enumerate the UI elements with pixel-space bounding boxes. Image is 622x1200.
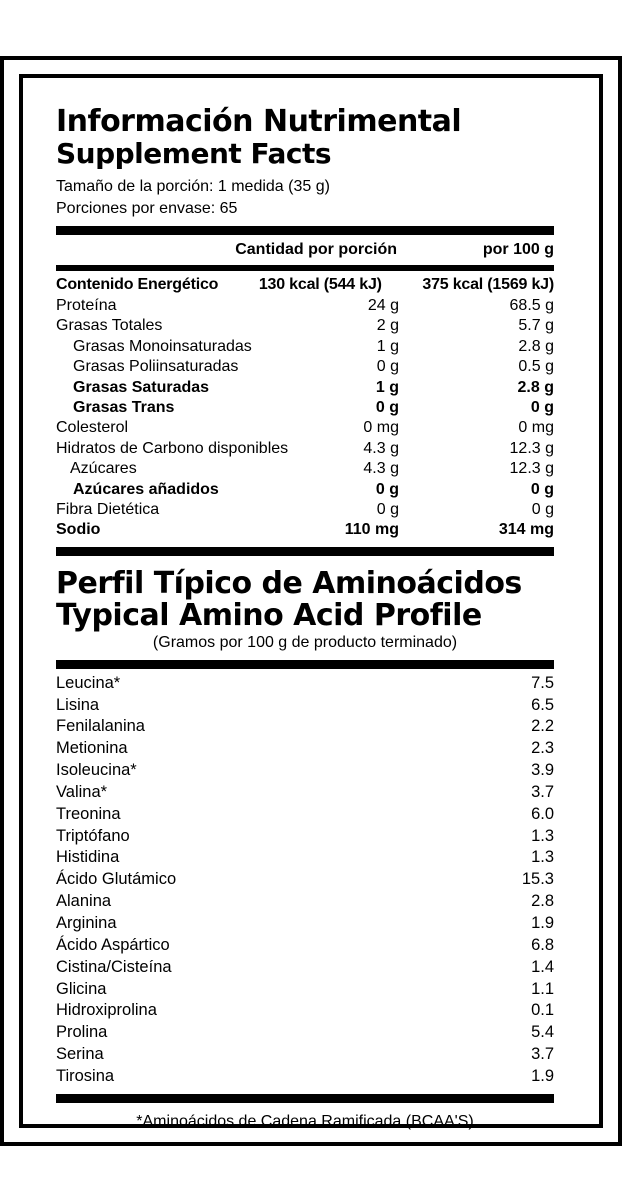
amino-name: Lisina (56, 695, 100, 714)
nutrient-per-serving: 0 g (376, 358, 399, 376)
divider-thick (56, 1094, 554, 1103)
amino-row (56, 782, 554, 804)
energy-per-serving: 130 kcal (544 kJ) (258, 276, 382, 293)
amino-subtitle: (Gramos por 100 g de producto terminado) (152, 633, 458, 651)
amino-name: Alanina (56, 892, 112, 911)
nutrient-name: Azúcares (70, 460, 137, 478)
nutrient-row (56, 296, 554, 316)
nutrient-name: Hidratos de Carbono disponibles (56, 439, 289, 457)
amino-row (56, 760, 554, 782)
nutrient-per-100g: 2.8 g (517, 378, 554, 396)
title-spanish: Información Nutrimental (56, 104, 462, 139)
label-content (56, 86, 554, 1133)
amino-value: 15.3 (521, 870, 554, 889)
column-header (56, 235, 554, 265)
amino-name: Treonina (56, 804, 121, 823)
nutrient-row (56, 459, 554, 479)
amino-value: 2.8 (531, 892, 554, 911)
amino-row (56, 1000, 554, 1022)
header-per-100g: por 100 g (482, 241, 554, 258)
amino-name: Isoleucina* (56, 761, 137, 780)
nutrient-per-serving: 4.3 g (363, 460, 399, 478)
nutrient-name: Grasas Trans (73, 398, 175, 416)
amino-list (56, 673, 554, 1088)
nutrient-per-serving: 0 g (375, 398, 399, 416)
label-outer-border (0, 56, 622, 1146)
divider-thick (56, 660, 554, 669)
nutrient-name: Grasas Totales (56, 317, 163, 335)
amino-value: 2.2 (531, 717, 554, 736)
amino-value: 6.5 (531, 695, 554, 714)
amino-name: Fenilalanina (56, 717, 145, 736)
nutrient-table (56, 296, 554, 541)
amino-title-spanish: Perfil Típico de Aminoácidos (56, 565, 522, 601)
amino-row (56, 716, 554, 738)
amino-name: Valina* (56, 782, 108, 801)
amino-name: Cistina/Cisteína (56, 957, 172, 976)
nutrient-per-100g: 0 g (530, 398, 554, 416)
amino-name: Triptófano (56, 826, 130, 845)
amino-value: 1.3 (531, 826, 554, 845)
amino-name: Tirosina (56, 1066, 115, 1085)
header-per-serving: Cantidad por porción (235, 241, 397, 258)
amino-name: Leucina* (56, 673, 121, 692)
nutrient-row (56, 378, 554, 398)
nutrient-per-serving: 1 g (376, 337, 399, 355)
amino-value: 1.1 (531, 979, 554, 998)
nutrient-per-serving: 110 mg (344, 521, 399, 539)
nutrient-per-100g: 0 mg (518, 419, 554, 437)
amino-name: Glicina (56, 979, 107, 998)
nutrient-name: Grasas Monoinsaturadas (73, 337, 252, 355)
amino-name: Metionina (56, 739, 128, 758)
nutrient-name: Grasas Saturadas (73, 378, 210, 396)
amino-value: 1.3 (531, 848, 554, 867)
nutrient-row (56, 500, 554, 520)
nutrient-row (56, 398, 554, 418)
nutrient-per-100g: 12.3 g (509, 439, 554, 457)
nutrient-row (56, 316, 554, 336)
bcaa-footnote: *Aminoácidos de Cadena Ramificada (BCAA'S) (136, 1112, 474, 1130)
amino-row (56, 738, 554, 760)
nutrient-per-serving: 0 g (376, 500, 399, 518)
nutrient-per-100g: 0 g (531, 500, 554, 518)
amino-value: 6.0 (531, 804, 554, 823)
nutrient-per-serving: 24 g (367, 297, 399, 314)
title-english: Supplement Facts (56, 137, 332, 170)
nutrient-name: Colesterol (56, 419, 129, 437)
label-inner-border (19, 74, 603, 1128)
nutrient-per-100g: 314 mg (498, 521, 554, 539)
amino-row (56, 891, 554, 913)
amino-name: Serina (56, 1045, 104, 1064)
nutrient-per-100g: 12.3 g (509, 460, 554, 478)
nutrient-per-100g: 68.5 g (509, 297, 554, 314)
nutrient-per-serving: 0 mg (363, 419, 399, 437)
nutrient-name: Azúcares añadidos (73, 480, 219, 498)
amino-row (56, 935, 554, 957)
amino-name: Prolina (56, 1023, 108, 1042)
serving-size: Tamaño de la porción: 1 medida (35 g) (56, 178, 330, 195)
amino-value: 1.9 (531, 1066, 554, 1085)
amino-name: Ácido Glutámico (56, 870, 177, 889)
servings-per-container: Porciones por envase: 65 (56, 200, 238, 217)
nutrient-row (56, 480, 554, 500)
energy-per-100g: 375 kcal (1569 kJ) (422, 276, 554, 293)
nutrient-per-100g: 0 g (530, 480, 554, 498)
amino-value: 7.5 (531, 673, 554, 692)
amino-value: 5.4 (531, 1023, 554, 1042)
amino-row (56, 1022, 554, 1044)
nutrient-name: Fibra Dietética (56, 500, 160, 518)
amino-value: 6.8 (531, 935, 554, 954)
amino-row (56, 979, 554, 1001)
amino-value: 1.4 (531, 957, 554, 976)
energy-label: Contenido Energético (56, 276, 219, 293)
amino-name: Arginina (56, 913, 117, 932)
nutrient-row (56, 439, 554, 459)
amino-value: 3.7 (531, 1045, 554, 1064)
amino-name: Ácido Aspártico (56, 935, 170, 954)
amino-row (56, 673, 554, 695)
amino-title-english: Typical Amino Acid Profile (56, 597, 482, 633)
amino-row (56, 695, 554, 717)
nutrient-name: Grasas Poliinsaturadas (73, 358, 239, 376)
divider-thick (56, 547, 554, 556)
amino-row (56, 1066, 554, 1088)
amino-row (56, 869, 554, 891)
amino-name: Hidroxiprolina (56, 1001, 157, 1020)
nutrient-row (56, 337, 554, 357)
amino-value: 0.1 (531, 1001, 554, 1020)
nutrient-per-100g: 0.5 g (518, 358, 554, 376)
divider-medium (56, 265, 554, 271)
amino-row (56, 847, 554, 869)
nutrient-row (56, 520, 554, 540)
nutrient-name: Proteína (56, 297, 117, 314)
energy-row (56, 274, 554, 296)
nutrient-per-serving: 4.3 g (363, 439, 399, 457)
amino-row (56, 913, 554, 935)
amino-row (56, 1044, 554, 1066)
nutrient-name: Sodio (56, 521, 101, 539)
amino-value: 2.3 (531, 739, 554, 758)
nutrient-per-100g: 5.7 g (518, 317, 554, 335)
amino-row (56, 826, 554, 848)
nutrient-per-serving: 0 g (375, 480, 399, 498)
nutrient-row (56, 418, 554, 438)
amino-row (56, 804, 554, 826)
divider-thick (56, 226, 554, 235)
amino-value: 1.9 (531, 913, 554, 932)
nutrient-per-serving: 2 g (376, 317, 399, 335)
nutrient-per-100g: 2.8 g (518, 337, 554, 355)
amino-value: 3.7 (531, 782, 554, 801)
amino-name: Histidina (56, 848, 120, 867)
amino-row (56, 957, 554, 979)
nutrient-row (56, 357, 554, 377)
nutrient-per-serving: 1 g (375, 378, 399, 396)
amino-value: 3.9 (531, 761, 554, 780)
